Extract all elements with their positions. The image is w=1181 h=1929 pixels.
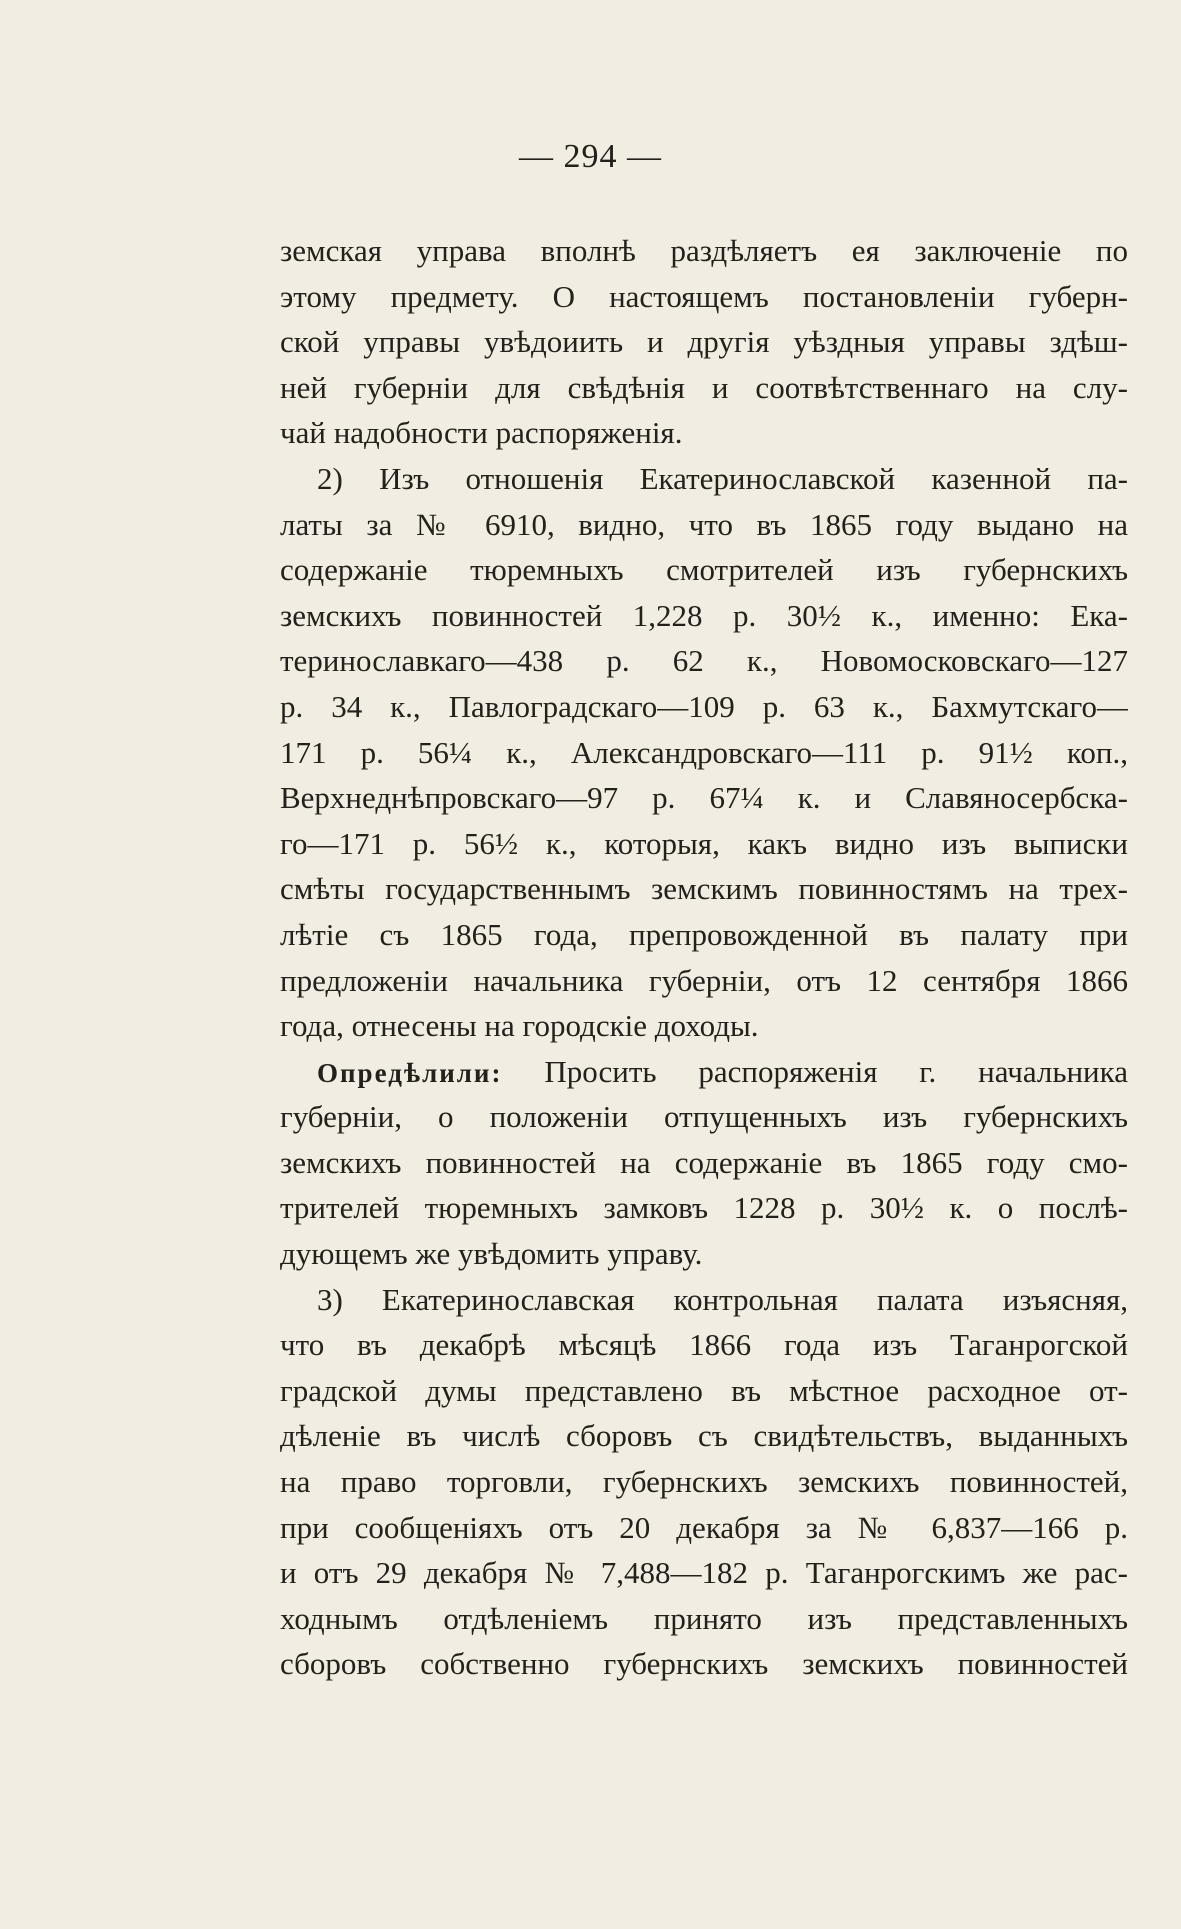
text-line: 171 р. 56¼ к., Александровскаго—111 р. 91½ коп., bbox=[280, 734, 1128, 770]
text-line: предложеніи начальника губерніи, отъ 12 сентября 1866 bbox=[280, 962, 1128, 998]
text-line: 3) Екатеринославская контрольная палата изъясняя, bbox=[317, 1281, 1128, 1317]
text-line: губерніи, о положеніи отпущенныхъ изъ губернскихъ bbox=[280, 1099, 1128, 1135]
resolution-heading: Опредѣлили: bbox=[317, 1057, 503, 1088]
text-line: р. 34 к., Павлоградскаго—109 р. 63 к., Бахмутскаго— bbox=[280, 688, 1128, 724]
text-line: ней губерніи для свѣдѣнія и соотвѣтственнаго на слу- bbox=[280, 369, 1128, 405]
text-line: при сообщеніяхъ отъ 20 декабря за № 6,837—166 р. bbox=[280, 1509, 1128, 1545]
text-line: Верхнеднѣпровскаго—97 р. 67¼ к. и Славяносербска- bbox=[280, 780, 1128, 816]
text-line: чай надобности распоряженія. bbox=[280, 415, 683, 451]
text-line: Опредѣлили: Просить распоряженія г. начальника bbox=[317, 1053, 1128, 1089]
text-line: дѣленіе въ числѣ сборовъ съ свидѣтельствъ, выданныхъ bbox=[280, 1418, 1128, 1454]
text-line: теринославкаго—438 р. 62 к., Новомосковскаго—127 bbox=[280, 643, 1128, 679]
text-line: трителей тюремныхъ замковъ 1228 р. 30½ к. о послѣ- bbox=[280, 1190, 1128, 1226]
text-line: градской думы представлено въ мѣстное расходное от- bbox=[280, 1372, 1128, 1408]
text-line: этому предмету. О настоящемъ постановленіи губерн- bbox=[280, 278, 1128, 314]
text-line: ской управы увѣдоиить и другія уѣздныя управы здѣш- bbox=[280, 324, 1128, 360]
text-line: сборовъ собственно губернскихъ земскихъ повинностей bbox=[280, 1646, 1128, 1682]
text-line: содержаніе тюремныхъ смотрителей изъ губернскихъ bbox=[280, 552, 1128, 588]
text-line: земскихъ повинностей 1,228 р. 30½ к., именно: Ека- bbox=[280, 597, 1128, 633]
text-line: латы за № 6910, видно, что въ 1865 году выдано на bbox=[280, 506, 1128, 542]
page-number: — 294 — bbox=[519, 138, 662, 175]
text-line: ходнымъ отдѣленіемъ принято изъ представленныхъ bbox=[280, 1600, 1128, 1636]
text-line: на право торговли, губернскихъ земскихъ повинностей, bbox=[280, 1464, 1128, 1500]
text-line: года, отнесены на городскіе доходы. bbox=[280, 1008, 759, 1044]
text-line: смѣты государственнымъ земскимъ повинностямъ на трех- bbox=[280, 871, 1128, 907]
text-line: земская управа вполнѣ раздѣляетъ ея заключеніе по bbox=[280, 233, 1128, 268]
text-line: лѣтіе съ 1865 года, препровожденной въ палату при bbox=[280, 916, 1128, 952]
text-line: го—171 р. 56½ к., которыя, какъ видно изъ выписки bbox=[280, 825, 1128, 861]
text-line: 2) Изъ отношенія Екатеринославской казенной па- bbox=[317, 460, 1128, 496]
text-line: и отъ 29 декабря № 7,488—182 р. Таганрогскимъ же рас- bbox=[280, 1555, 1128, 1591]
body-text bbox=[280, 228, 1128, 1687]
text-line: дующемъ же увѣдомить управу. bbox=[280, 1236, 703, 1272]
text-line: земскихъ повинностей на содержаніе въ 1865 году смо- bbox=[280, 1144, 1128, 1180]
text-line: что въ декабрѣ мѣсяцѣ 1866 года изъ Таганрогской bbox=[280, 1327, 1128, 1363]
